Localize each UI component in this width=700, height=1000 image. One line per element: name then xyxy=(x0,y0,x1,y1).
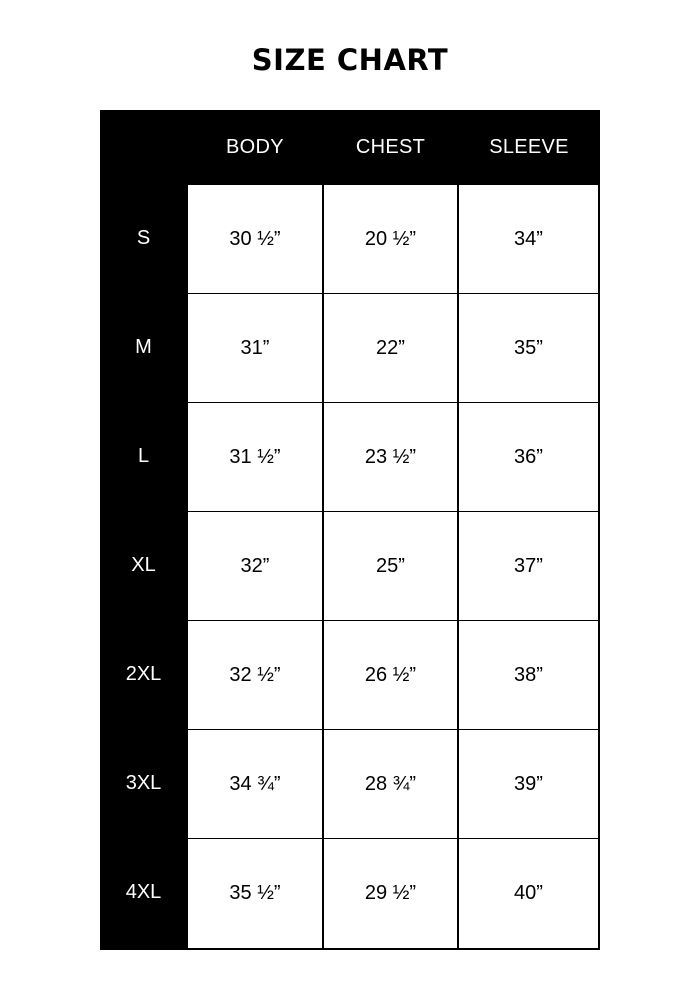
size-chart-table xyxy=(100,110,600,950)
body-cell: 35 ½” xyxy=(188,839,322,948)
body-cell: 32” xyxy=(188,512,322,620)
chest-cell: 23 ½” xyxy=(324,403,457,511)
table-row xyxy=(100,184,600,293)
size-label: 4XL xyxy=(125,881,162,903)
table-row xyxy=(100,511,600,620)
column-header-chest: CHEST xyxy=(355,135,426,158)
table-row xyxy=(100,838,600,950)
body-cell: 32 ½” xyxy=(188,621,322,729)
sleeve-cell: 37” xyxy=(459,512,598,620)
sleeve-cell: 36” xyxy=(459,403,598,511)
table-row xyxy=(100,293,600,402)
body-cell: 34 ¾” xyxy=(188,730,322,838)
body-cell: 30 ½” xyxy=(188,185,322,293)
body-cell: 31” xyxy=(188,294,322,402)
column-header-sleeve: SLEEVE xyxy=(489,135,569,158)
table-row xyxy=(100,402,600,511)
chest-cell: 25” xyxy=(324,512,457,620)
sleeve-cell: 38” xyxy=(459,621,598,729)
chest-cell: 20 ½” xyxy=(324,185,457,293)
size-label: XL xyxy=(131,554,156,576)
sleeve-cell: 40” xyxy=(459,839,598,948)
sleeve-cell: 39” xyxy=(459,730,598,838)
table-header-row xyxy=(100,110,600,184)
chest-cell: 26 ½” xyxy=(324,621,457,729)
size-label: S xyxy=(136,227,151,249)
column-header-body: BODY xyxy=(226,135,284,158)
sleeve-cell: 34” xyxy=(459,185,598,293)
chest-cell: 29 ½” xyxy=(324,839,457,948)
size-label: 2XL xyxy=(125,663,162,685)
page-title: SIZE CHART xyxy=(251,43,449,77)
size-label: M xyxy=(135,336,152,358)
table-row xyxy=(100,620,600,729)
sleeve-cell: 35” xyxy=(459,294,598,402)
table-row xyxy=(100,729,600,838)
size-label: 3XL xyxy=(125,772,162,794)
chest-cell: 22” xyxy=(324,294,457,402)
body-cell: 31 ½” xyxy=(188,403,322,511)
chest-cell: 28 ¾” xyxy=(324,730,457,838)
size-label: L xyxy=(137,445,150,467)
